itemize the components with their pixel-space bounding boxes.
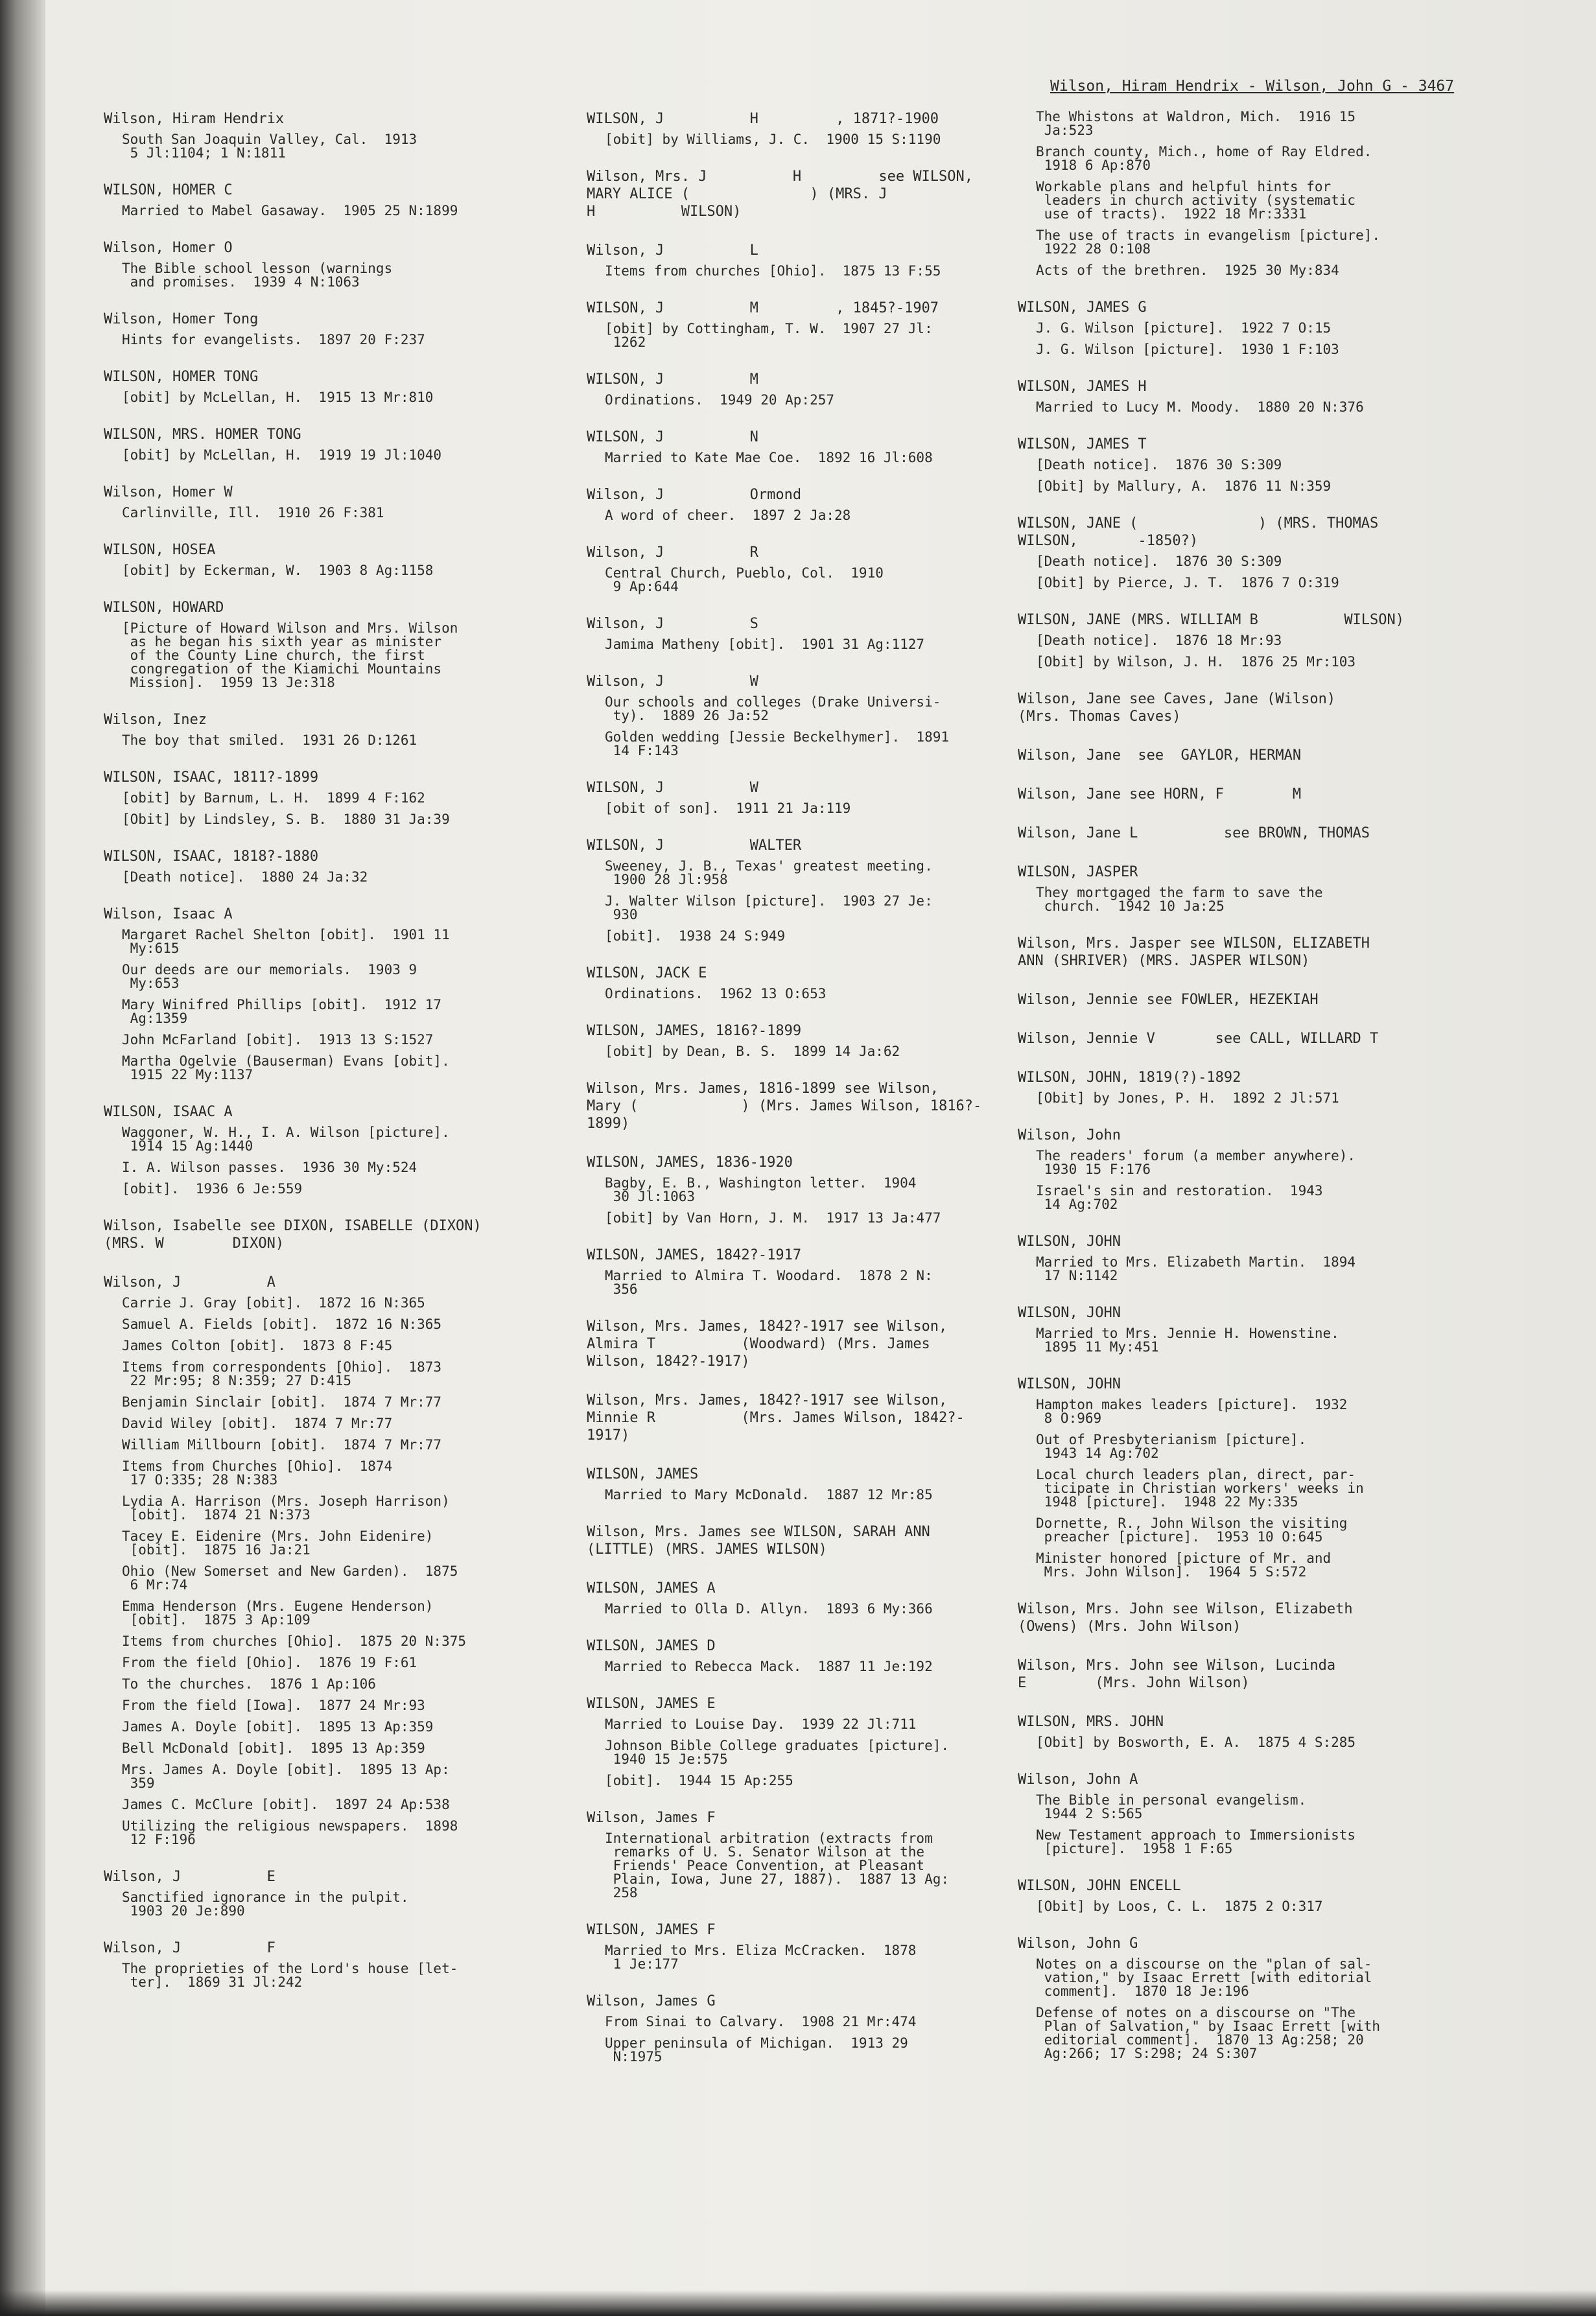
entry-heading: Wilson, John	[1018, 1127, 1121, 1143]
entry-heading: Wilson, Jane see GAYLOR, HERMAN	[1018, 747, 1302, 764]
citation-item: James Colton [obit]. 1873 8 F:45	[122, 1338, 393, 1353]
citation-item: Mary Winifred Phillips [obit]. 1912 17 Ag:1359	[122, 997, 442, 1026]
index-entry	[587, 544, 1002, 594]
entry-heading: WILSON, HOMER TONG	[104, 369, 259, 385]
citation-item: Items from Churches [Ohio]. 1874 17 O:335; 28 N:383	[122, 1458, 393, 1488]
index-entry	[1018, 1304, 1433, 1354]
citation-item: J. G. Wilson [picture]. 1930 1 F:103	[1036, 342, 1339, 357]
citation-item: Johnson Bible College graduates [picture]. 1940 15 Je:575	[605, 1738, 950, 1767]
citation-item: Hints for evangelists. 1897 20 F:237	[122, 332, 425, 347]
citation-item: The Bible in personal evangelism. 1944 2 S:565	[1036, 1792, 1307, 1821]
citation-item: James A. Doyle [obit]. 1895 13 Ap:359	[122, 1719, 434, 1735]
citation-item: Minister honored [picture of Mr. and Mrs. John Wilson]. 1964 5 S:572	[1036, 1550, 1332, 1580]
index-entry	[587, 1695, 1002, 1788]
index-entry	[104, 711, 519, 747]
citation-item: Carlinville, Ill. 1910 26 F:381	[122, 505, 384, 521]
citation-item: From Sinai to Calvary. 1908 21 Mr:474	[605, 2014, 917, 2029]
entry-heading: WILSON, JAMES, 1842?-1917	[587, 1247, 802, 1263]
citation-item: Defense of notes on a discourse on "The Plan of Salvation," by Isaac Errett [with editorial comment]. 1870 13 Ag:258; 20 Ag:266; 17 S:298; 24 S:307	[1036, 2005, 1381, 2061]
index-entry	[587, 486, 1002, 522]
citation-item: Items from churches [Ohio]. 1875 13 F:55	[605, 263, 941, 279]
entry-heading: WILSON, JAMES	[587, 1466, 699, 1482]
entry-heading: WILSON, JANE (MRS. WILLIAM B WILSON)	[1018, 612, 1405, 628]
citation-item: [Obit] by Lindsley, S. B. 1880 31 Ja:39	[122, 812, 450, 827]
entry-heading: WILSON, ISAAC, 1811?-1899	[104, 769, 319, 786]
citation-item: Waggoner, W. H., I. A. Wilson [picture]. 1914 15 Ag:1440	[122, 1125, 450, 1154]
index-entry	[587, 615, 1002, 651]
index-entry	[104, 1217, 519, 1252]
entry-heading: WILSON, JOHN	[1018, 1234, 1121, 1250]
citation-item: From the field [Iowa]. 1877 24 Mr:93	[122, 1698, 425, 1713]
entry-heading: WILSON, JOHN	[1018, 1376, 1121, 1392]
entry-heading: WILSON, JOHN, 1819(?)-1892	[1018, 1070, 1241, 1086]
citation-item: Local church leaders plan, direct, par- ticipate in Christian workers' weeks in 1948 [picture]. 1948 22 My:335	[1036, 1467, 1364, 1510]
entry-heading: Wilson, Jane see Caves, Jane (Wilson) (Mrs. Thomas Caves)	[1018, 691, 1336, 725]
citation-item: Married to Olla D. Allyn. 1893 6 My:366	[605, 1601, 933, 1617]
index-entry	[1018, 991, 1433, 1009]
index-entry	[104, 1868, 519, 1918]
index-entry	[1018, 1657, 1433, 1692]
entry-heading: Wilson, Isaac A	[104, 906, 233, 922]
citation-item: Ordinations. 1962 13 O:653	[605, 986, 827, 1001]
entry-heading: Wilson, Jennie see FOWLER, HEZEKIAH	[1018, 992, 1319, 1008]
index-entry	[1018, 825, 1433, 842]
index-entry	[587, 1466, 1002, 1502]
index-entry	[104, 368, 519, 404]
citation-item: Our schools and colleges (Drake Universi- ty). 1889 26 Ja:52	[605, 694, 941, 723]
citation-item: New Testament approach to Immersionists [picture]. 1958 1 F:65	[1036, 1827, 1356, 1856]
citation-item: David Wiley [obit]. 1874 7 Mr:77	[122, 1416, 393, 1431]
citation-item: Our deeds are our memorials. 1903 9 My:653	[122, 962, 417, 991]
entry-heading: Wilson, John A	[1018, 1772, 1138, 1788]
citation-item: Branch county, Mich., home of Ray Eldred. 1918 6 Ap:870	[1036, 144, 1372, 173]
index-entry	[587, 779, 1002, 815]
index-entry	[587, 1246, 1002, 1296]
citation-item: [obit] by Eckerman, W. 1903 8 Ag:1158	[122, 563, 434, 578]
index-entry	[1018, 378, 1433, 414]
index-entry	[1018, 1127, 1433, 1211]
citation-item: William Millbourn [obit]. 1874 7 Mr:77	[122, 1437, 442, 1453]
index-entry	[104, 906, 519, 1082]
citation-item: Married to Kate Mae Coe. 1892 16 Jl:608	[605, 450, 933, 465]
entry-heading: WILSON, J M , 1845?-1907	[587, 300, 939, 316]
index-entry	[587, 1637, 1002, 1674]
citation-item: Items from correspondents [Ohio]. 1873 22 Mr:95; 8 N:359; 27 D:415	[122, 1359, 442, 1388]
entry-heading: Wilson, Mrs. James, 1816-1899 see Wilson, Mary ( ) (Mrs. James Wilson, 1816?- 1899)	[587, 1081, 982, 1132]
index-entry	[587, 299, 1002, 349]
index-entry	[587, 168, 1002, 220]
entry-heading: Wilson, Isabelle see DIXON, ISABELLE (DIXON) (MRS. W DIXON)	[104, 1218, 482, 1252]
entry-heading: Wilson, Homer O	[104, 240, 233, 256]
entry-heading: WILSON, J H , 1871?-1900	[587, 111, 939, 127]
index-entry	[104, 1103, 519, 1196]
entry-heading: Wilson, J R	[587, 544, 758, 561]
citation-item: Acts of the brethren. 1925 30 My:834	[1036, 263, 1339, 278]
citation-item: [obit] by Van Horn, J. M. 1917 13 Ja:477	[605, 1210, 941, 1226]
entry-heading: WILSON, JAMES, 1816?-1899	[587, 1023, 802, 1039]
citation-item: Utilizing the religious newspapers. 1898 12 F:196	[122, 1818, 458, 1847]
citation-item: Golden wedding [Jessie Beckelhymer]. 1891 14 F:143	[605, 729, 950, 758]
citation-item: Bell McDonald [obit]. 1895 13 Ap:359	[122, 1740, 425, 1756]
index-entry	[587, 371, 1002, 407]
index-entry	[104, 484, 519, 520]
entry-heading: WILSON, J WALTER	[587, 837, 802, 854]
citation-item: Israel's sin and restoration. 1943 14 Ag:702	[1036, 1183, 1323, 1212]
citation-item: [Death notice]. 1876 30 S:309	[1036, 457, 1282, 473]
index-entry	[1018, 1935, 1433, 2061]
index-entry	[587, 1392, 1002, 1444]
citation-item: [Obit] by Loos, C. L. 1875 2 O:317	[1036, 1899, 1323, 1914]
citation-item: Out of Presbyterianism [picture]. 1943 14 Ag:702	[1036, 1432, 1307, 1461]
entry-heading: Wilson, James F	[587, 1810, 716, 1826]
book-spine-shadow	[0, 0, 45, 2316]
citation-item: Bagby, E. B., Washington letter. 1904 30 Jl:1063	[605, 1175, 917, 1204]
citation-item: Married to Mabel Gasaway. 1905 25 N:1899	[122, 203, 458, 218]
entry-heading: WILSON, J W	[587, 780, 758, 796]
citation-item: Items from churches [Ohio]. 1875 20 N:375	[122, 1633, 467, 1649]
citation-item: Ohio (New Somerset and New Garden). 1875 6 Mr:74	[122, 1563, 458, 1593]
citation-item: The proprieties of the Lord's house [let- ter]. 1869 31 Jl:242	[122, 1961, 458, 1990]
entry-heading: Wilson, Mrs. Jasper see WILSON, ELIZABETH ANN (SHRIVER) (MRS. JASPER WILSON)	[1018, 935, 1370, 969]
entry-heading: WILSON, JANE ( ) (MRS. THOMAS WILSON, -1850?)	[1018, 515, 1379, 549]
index-entry	[104, 181, 519, 218]
citation-item: The Whistons at Waldron, Mich. 1916 15 Ja:523	[1036, 109, 1356, 138]
index-entry	[104, 769, 519, 826]
citation-item: [obit] by Cottingham, T. W. 1907 27 Jl: 1262	[605, 321, 933, 350]
citation-item: [Obit] by Jones, P. H. 1892 2 Jl:571	[1036, 1090, 1339, 1106]
index-entry	[1018, 1771, 1433, 1856]
index-entry	[587, 242, 1002, 278]
citation-item: [obit]. 1938 24 S:949	[605, 928, 786, 944]
citation-item: South San Joaquin Valley, Cal. 1913 5 Jl:1104; 1 N:1811	[122, 132, 417, 161]
entry-heading: Wilson, Homer W	[104, 484, 233, 500]
citation-item: [obit] by McLellan, H. 1915 13 Mr:810	[122, 390, 434, 405]
citation-item: Martha Ogelvie (Bauserman) Evans [obit]. 1915 22 My:1137	[122, 1053, 450, 1082]
index-entry	[104, 1274, 519, 1847]
citation-item: Lydia A. Harrison (Mrs. Joseph Harrison) [obit]. 1874 21 N:373	[122, 1493, 450, 1523]
index-entry	[1018, 1877, 1433, 1913]
entry-heading: Wilson, J F	[104, 1940, 276, 1956]
index-entry	[587, 1318, 1002, 1370]
citation-item: Sweeney, J. B., Texas' greatest meeting. 1900 28 Jl:958	[605, 858, 933, 887]
citation-item: Central Church, Pueblo, Col. 1910 9 Ap:644	[605, 565, 884, 594]
index-entry	[587, 1993, 1002, 2064]
citation-item: Margaret Rachel Shelton [obit]. 1901 11 My:615	[122, 927, 450, 956]
index-entry	[104, 310, 519, 347]
entry-heading: WILSON, JAMES F	[587, 1922, 716, 1938]
entry-heading: WILSON, JAMES G	[1018, 299, 1147, 316]
citation-item: Tacey E. Eidenire (Mrs. John Eidenire) [obit]. 1875 16 Ja:21	[122, 1528, 434, 1558]
index-entry	[587, 1523, 1002, 1558]
citation-item: Emma Henderson (Mrs. Eugene Henderson) [obit]. 1875 3 Ap:109	[122, 1598, 434, 1628]
citation-item: Sanctified ignorance in the pulpit. 1903 20 Je:890	[122, 1889, 409, 1919]
entry-heading: WILSON, J M	[587, 371, 758, 388]
citation-item: They mortgaged the farm to save the church. 1942 10 Ja:25	[1036, 885, 1323, 914]
citation-item: I. A. Wilson passes. 1936 30 My:524	[122, 1160, 417, 1175]
citation-item: Married to Mary McDonald. 1887 12 Mr:85	[605, 1487, 933, 1503]
citation-item: International arbitration (extracts from remarks of U. S. Senator Wilson at the Friends' Peace Convention, at Pleasant Plain, Iowa, June 27, 1887). 1887 13 Ag: 258	[605, 1831, 950, 1901]
citation-item: John McFarland [obit]. 1913 13 S:1527	[122, 1032, 434, 1047]
index-column-3	[1018, 110, 1433, 2082]
index-entry	[1018, 863, 1433, 913]
index-entry	[1018, 110, 1433, 277]
index-entry	[587, 428, 1002, 465]
index-entry	[587, 1080, 1002, 1132]
index-entry	[1018, 1600, 1433, 1635]
entry-heading: Wilson, J E	[104, 1869, 276, 1885]
entry-heading: Wilson, Jane L see BROWN, THOMAS	[1018, 825, 1370, 841]
entry-heading: WILSON, JACK E	[587, 965, 707, 981]
entry-heading: Wilson, Mrs. J H see WILSON, MARY ALICE ( ) (MRS. J H WILSON)	[587, 169, 974, 220]
citation-item: J. Walter Wilson [picture]. 1903 27 Je: 930	[605, 893, 933, 922]
entry-heading: Wilson, Inez	[104, 712, 207, 728]
citation-item: [Obit] by Bosworth, E. A. 1875 4 S:285	[1036, 1735, 1356, 1750]
citation-item: The use of tracts in evangelism [picture]. 1922 28 O:108	[1036, 228, 1381, 257]
index-entry	[1018, 747, 1433, 764]
entry-heading: Wilson, John G	[1018, 1936, 1138, 1952]
index-entry	[1018, 299, 1433, 357]
citation-item: The boy that smiled. 1931 26 D:1261	[122, 732, 417, 748]
entry-heading: Wilson, Homer Tong	[104, 311, 259, 327]
citation-item: Married to Almira T. Woodard. 1878 2 N: 356	[605, 1268, 933, 1297]
entry-heading: WILSON, JASPER	[1018, 864, 1138, 880]
index-entry	[104, 110, 519, 160]
citation-item: [obit] by Williams, J. C. 1900 15 S:1190	[605, 132, 941, 147]
index-entry	[1018, 1713, 1433, 1749]
entry-heading: WILSON, ISAAC A	[104, 1104, 233, 1120]
entry-heading: WILSON, JOHN	[1018, 1305, 1121, 1321]
citation-item: Notes on a discourse on the "plan of sal- vation," by Isaac Errett [with editorial comment]. 1870 18 Je:196	[1036, 1956, 1372, 1999]
index-entry	[1018, 611, 1433, 669]
citation-item: J. G. Wilson [picture]. 1922 7 O:15	[1036, 320, 1332, 336]
citation-item: [obit of son]. 1911 21 Ja:119	[605, 801, 851, 816]
entry-heading: Wilson, Mrs. James, 1842?-1917 see Wilson, Almira T (Woodward) (Mrs. James Wilson, 1842?-1917)	[587, 1318, 948, 1370]
entry-heading: Wilson, Hiram Hendrix	[104, 111, 285, 127]
index-entry	[1018, 436, 1433, 493]
citation-item: [obit] by McLellan, H. 1919 19 Jl:1040	[122, 447, 442, 463]
citation-item: [Death notice]. 1876 18 Mr:93	[1036, 633, 1282, 648]
entry-heading: WILSON, JAMES, 1836-1920	[587, 1154, 793, 1171]
index-entry	[104, 1939, 519, 1989]
running-head: Wilson, Hiram Hendrix - Wilson, John G - 3467	[1050, 78, 1455, 95]
citation-item: Carrie J. Gray [obit]. 1872 16 N:365	[122, 1295, 425, 1311]
citation-item: James C. McClure [obit]. 1897 24 Ap:538	[122, 1797, 450, 1812]
index-column-1	[104, 110, 519, 2011]
citation-item: Workable plans and helpful hints for leaders in church activity (systematic use of tracts). 1922 18 Mr:3331	[1036, 179, 1356, 222]
citation-item: A word of cheer. 1897 2 Ja:28	[605, 508, 851, 523]
index-entry	[1018, 1030, 1433, 1047]
citation-item: [Death notice]. 1880 24 Ja:32	[122, 869, 368, 885]
index-column-2	[587, 110, 1002, 2085]
entry-heading: Wilson, Jennie V see CALL, WILLARD T	[1018, 1031, 1379, 1047]
index-entry	[587, 110, 1002, 146]
index-entry	[1018, 515, 1433, 590]
entry-heading: Wilson, J L	[587, 242, 758, 259]
index-entry	[587, 1921, 1002, 1971]
citation-item: To the churches. 1876 1 Ap:106	[122, 1676, 376, 1692]
citation-item: Dornette, R., John Wilson the visiting preacher [picture]. 1953 10 O:645	[1036, 1515, 1348, 1545]
citation-item: Upper peninsula of Michigan. 1913 29 N:1975	[605, 2035, 908, 2065]
entry-heading: WILSON, JAMES T	[1018, 436, 1147, 452]
citation-item: Married to Lucy M. Moody. 1880 20 N:376	[1036, 399, 1364, 415]
entry-heading: WILSON, MRS. HOMER TONG	[104, 427, 301, 443]
page-bottom-shadow	[0, 2290, 1596, 2316]
index-entry	[587, 1580, 1002, 1616]
entry-heading: WILSON, ISAAC, 1818?-1880	[104, 848, 319, 865]
citation-item: [Obit] by Mallury, A. 1876 11 N:359	[1036, 478, 1332, 494]
entry-heading: WILSON, HOWARD	[104, 600, 224, 616]
index-entry	[104, 541, 519, 578]
index-entry	[104, 599, 519, 690]
citation-item: [Picture of Howard Wilson and Mrs. Wilson as he began his sixth year as minister of the County Line church, the first congregation of the Kiamichi Mountains Mission]. 1959 13 Je:318	[122, 620, 458, 690]
citation-item: Benjamin Sinclair [obit]. 1874 7 Mr:77	[122, 1394, 442, 1410]
citation-item: Mrs. James A. Doyle [obit]. 1895 13 Ap: 359	[122, 1762, 450, 1791]
entry-heading: Wilson, J A	[104, 1274, 276, 1291]
entry-heading: Wilson, Mrs. James see WILSON, SARAH ANN (LITTLE) (MRS. JAMES WILSON)	[587, 1524, 930, 1558]
entry-heading: WILSON, JAMES H	[1018, 379, 1147, 395]
citation-item: The readers' forum (a member anywhere). 1930 15 F:176	[1036, 1148, 1356, 1177]
entry-heading: Wilson, Jane see HORN, F M	[1018, 786, 1302, 802]
citation-item: Married to Mrs. Jennie H. Howenstine. 1895 11 My:451	[1036, 1326, 1339, 1355]
entry-heading: Wilson, Mrs. John see Wilson, Lucinda E (Mrs. John Wilson)	[1018, 1657, 1336, 1691]
index-entry	[587, 1022, 1002, 1059]
entry-heading: Wilson, Mrs. James, 1842?-1917 see Wilson, Minnie R (Mrs. James Wilson, 1842?- 1917)	[587, 1392, 965, 1444]
citation-item: Married to Rebecca Mack. 1887 11 Je:192	[605, 1659, 933, 1674]
citation-item: [obit]. 1936 6 Je:559	[122, 1181, 303, 1197]
entry-heading: Wilson, J Ormond	[587, 487, 802, 503]
index-entry	[1018, 690, 1433, 725]
entry-heading: WILSON, J N	[587, 429, 758, 445]
citation-item: Married to Mrs. Eliza McCracken. 1878 1 Je:177	[605, 1943, 917, 1972]
index-entry	[104, 848, 519, 884]
entry-heading: WILSON, JOHN ENCELL	[1018, 1878, 1181, 1894]
entry-heading: WILSON, HOMER C	[104, 182, 233, 198]
entry-heading: WILSON, MRS. JOHN	[1018, 1714, 1164, 1730]
citation-item: [Death notice]. 1876 30 S:309	[1036, 554, 1282, 569]
index-entry	[1018, 935, 1433, 970]
citation-item: Ordinations. 1949 20 Ap:257	[605, 392, 835, 408]
index-entry	[587, 1809, 1002, 1900]
entry-heading: WILSON, HOSEA	[104, 542, 216, 558]
citation-item: From the field [Ohio]. 1876 19 F:61	[122, 1655, 417, 1670]
citation-item: Hampton makes leaders [picture]. 1932 8 O:969	[1036, 1397, 1348, 1426]
citation-item: Samuel A. Fields [obit]. 1872 16 N:365	[122, 1316, 442, 1332]
index-entry	[1018, 1375, 1433, 1579]
index-entry	[1018, 786, 1433, 803]
index-entry	[1018, 1233, 1433, 1283]
citation-item: [Obit] by Pierce, J. T. 1876 7 O:319	[1036, 575, 1339, 591]
index-entry	[587, 1154, 1002, 1225]
entry-heading: Wilson, J S	[587, 616, 758, 632]
entry-heading: Wilson, Mrs. John see Wilson, Elizabeth (Owens) (Mrs. John Wilson)	[1018, 1601, 1353, 1635]
citation-item: Jamima Matheny [obit]. 1901 31 Ag:1127	[605, 637, 925, 652]
citation-item: Married to Louise Day. 1939 22 Jl:711	[605, 1716, 917, 1732]
entry-heading: WILSON, JAMES D	[587, 1638, 716, 1654]
entry-heading: Wilson, James G	[587, 1993, 716, 2009]
citation-item: [obit]. 1944 15 Ap:255	[605, 1773, 793, 1788]
citation-item: [obit] by Barnum, L. H. 1899 4 F:162	[122, 790, 425, 806]
citation-item: Married to Mrs. Elizabeth Martin. 1894 17 N:1142	[1036, 1254, 1356, 1283]
citation-item: [Obit] by Wilson, J. H. 1876 25 Mr:103	[1036, 654, 1356, 670]
index-entry	[104, 426, 519, 462]
index-entry	[587, 673, 1002, 758]
index-entry	[587, 965, 1002, 1001]
index-entry	[1018, 1069, 1433, 1105]
entry-heading: WILSON, JAMES A	[587, 1580, 716, 1597]
citation-item: The Bible school lesson (warnings and promises. 1939 4 N:1063	[122, 261, 393, 290]
index-entry	[104, 239, 519, 289]
entry-heading: Wilson, J W	[587, 673, 758, 690]
index-entry	[587, 837, 1002, 943]
citation-item: [obit] by Dean, B. S. 1899 14 Ja:62	[605, 1044, 900, 1059]
entry-heading: WILSON, JAMES E	[587, 1696, 716, 1712]
